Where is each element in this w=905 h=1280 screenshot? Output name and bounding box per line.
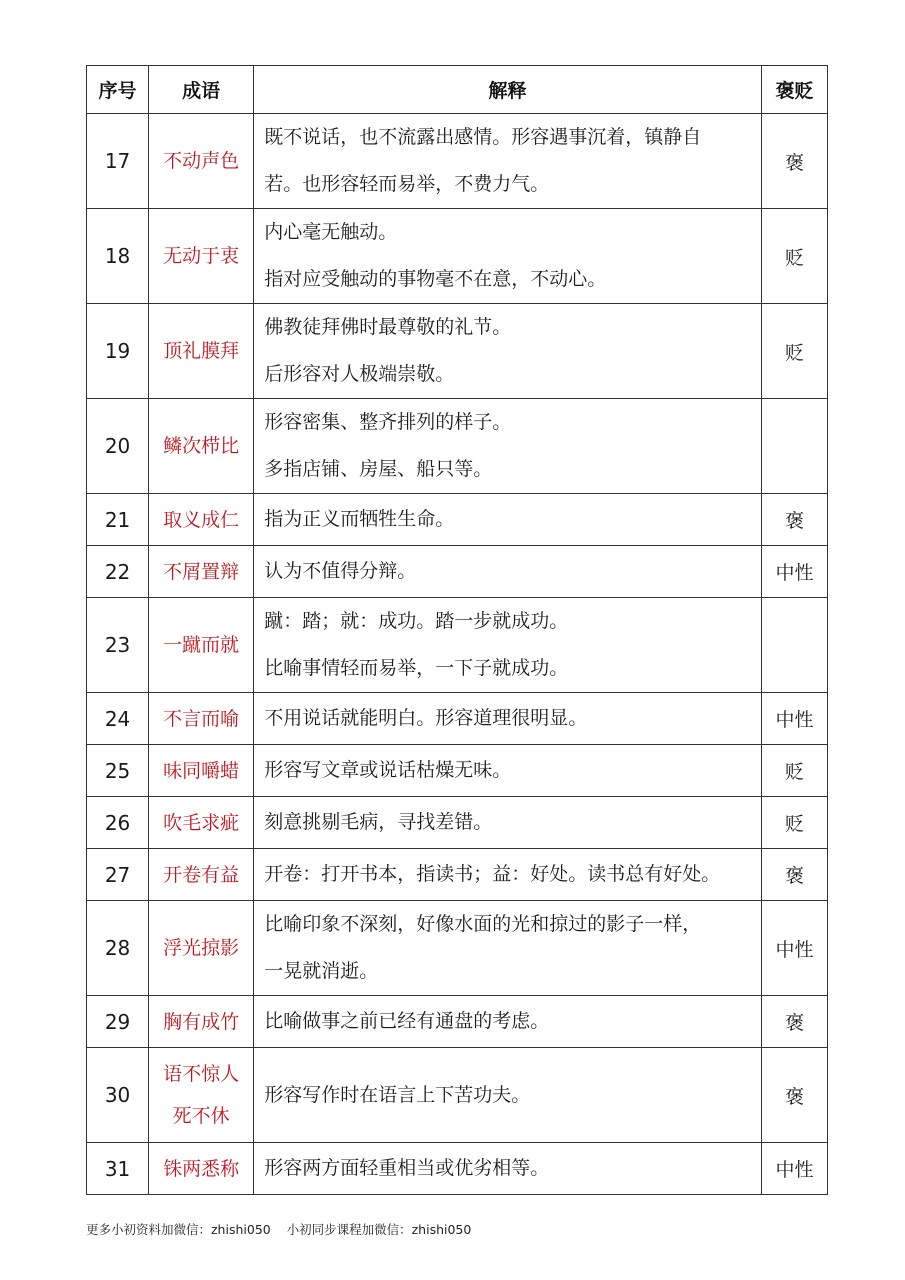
explanation-line: 指对应受触动的事物毫不在意，不动心。 <box>264 268 607 290</box>
explanation-line: 佛教徒拜佛时最尊敬的礼节。 <box>264 316 512 338</box>
table-row <box>87 304 828 399</box>
tone-cell: 中性 <box>761 693 827 745</box>
row-number: 27 <box>87 849 149 901</box>
idiom-text: 浮光掠影 <box>163 937 240 959</box>
idiom-text: 死不休 <box>172 1105 230 1127</box>
explanation-line: 后形容对人极端崇敬。 <box>264 363 455 385</box>
idiom-cell <box>149 996 254 1048</box>
table-row <box>87 114 828 209</box>
explanation-cell <box>254 996 762 1048</box>
explanation-cell <box>254 693 762 745</box>
idiom-cell <box>149 598 254 693</box>
row-number: 26 <box>87 797 149 849</box>
row-number: 25 <box>87 745 149 797</box>
table-row <box>87 399 828 494</box>
idiom-text: 胸有成竹 <box>163 1010 240 1033</box>
tone-cell: 贬 <box>761 797 827 849</box>
explanation-line: 认为不值得分辩。 <box>264 560 417 582</box>
table-row <box>87 693 828 745</box>
explanation-cell <box>254 1048 762 1143</box>
idiom-text: 吹毛求疵 <box>163 811 240 834</box>
explanation-line: 内心毫无触动。 <box>264 221 398 243</box>
idiom-text: 无动于衷 <box>163 245 240 267</box>
tone-cell: 贬 <box>761 209 827 304</box>
explanation-cell <box>254 209 762 304</box>
idiom-text: 不屑置辩 <box>163 560 240 583</box>
idiom-cell <box>149 745 254 797</box>
idiom-cell <box>149 399 254 494</box>
tone-cell <box>761 399 827 494</box>
explanation-cell <box>254 399 762 494</box>
table-row <box>87 1048 828 1143</box>
explanation-line: 若。也形容轻而易举，不费力气。 <box>264 173 550 195</box>
table-row <box>87 546 828 598</box>
explanation-cell <box>254 797 762 849</box>
tone-cell: 贬 <box>761 304 827 399</box>
tone-cell: 褒 <box>761 996 827 1048</box>
idiom-cell <box>149 209 254 304</box>
row-number: 18 <box>87 209 149 304</box>
explanation-line: 形容密集、整齐排列的样子。 <box>264 411 512 433</box>
header-tone: 褒贬 <box>761 66 827 114</box>
idiom-cell <box>149 546 254 598</box>
table-row <box>87 494 828 546</box>
tone-cell: 贬 <box>761 745 827 797</box>
explanation-cell <box>254 1143 762 1195</box>
table-body <box>87 114 828 1195</box>
idiom-table <box>86 65 828 1195</box>
idiom-text: 铢两悉称 <box>163 1157 240 1180</box>
tone-cell: 中性 <box>761 1143 827 1195</box>
explanation-line: 比喻做事之前已经有通盘的考虑。 <box>264 1010 550 1032</box>
explanation-cell <box>254 304 762 399</box>
row-number: 29 <box>87 996 149 1048</box>
row-number: 19 <box>87 304 149 399</box>
tone-cell: 褒 <box>761 494 827 546</box>
idiom-cell <box>149 304 254 399</box>
idiom-cell <box>149 901 254 996</box>
explanation-cell <box>254 901 762 996</box>
idiom-text: 鳞次栉比 <box>163 435 240 457</box>
explanation-cell <box>254 745 762 797</box>
explanation-line: 多指店铺、房屋、船只等。 <box>264 458 493 480</box>
explanation-cell <box>254 849 762 901</box>
idiom-text: 味同嚼蜡 <box>163 759 240 782</box>
row-number: 24 <box>87 693 149 745</box>
idiom-text: 顶礼膜拜 <box>163 340 240 362</box>
idiom-text: 开卷有益 <box>163 863 240 886</box>
row-number: 20 <box>87 399 149 494</box>
header-explanation: 解释 <box>254 66 762 114</box>
idiom-text: 取义成仁 <box>163 508 240 531</box>
explanation-line: 形容写文章或说话枯燥无味。 <box>264 759 512 781</box>
header-idiom: 成语 <box>149 66 254 114</box>
table-row <box>87 745 828 797</box>
explanation-line: 既不说话，也不流露出感情。形容遇事沉着，镇静自 <box>264 126 702 148</box>
row-number: 30 <box>87 1048 149 1143</box>
explanation-cell <box>254 114 762 209</box>
table-row <box>87 797 828 849</box>
idiom-text: 语不惊人 <box>163 1063 240 1085</box>
row-number: 28 <box>87 901 149 996</box>
idiom-cell <box>149 494 254 546</box>
explanation-line: 比喻事情轻而易举，一下子就成功。 <box>264 657 569 679</box>
idiom-text: 不言而喻 <box>163 707 240 730</box>
explanation-line: 一晃就消逝。 <box>264 960 379 982</box>
tone-cell: 褒 <box>761 1048 827 1143</box>
table-row <box>87 996 828 1048</box>
explanation-line: 比喻印象不深刻，好像水面的光和掠过的影子一样， <box>264 913 702 935</box>
table-row <box>87 1143 828 1195</box>
table-header-row <box>87 66 828 114</box>
explanation-line: 形容写作时在语言上下苦功夫。 <box>264 1083 531 1106</box>
tone-cell <box>761 598 827 693</box>
idiom-cell <box>149 693 254 745</box>
row-number: 21 <box>87 494 149 546</box>
row-number: 23 <box>87 598 149 693</box>
explanation-line: 形容两方面轻重相当或优劣相等。 <box>264 1157 550 1179</box>
table-row <box>87 209 828 304</box>
idiom-cell <box>149 1048 254 1143</box>
explanation-line: 蹴：踏；就：成功。踏一步就成功。 <box>264 610 569 632</box>
explanation-line: 刻意挑剔毛病，寻找差错。 <box>264 811 493 833</box>
idiom-text: 一蹴而就 <box>163 634 240 656</box>
header-num: 序号 <box>87 66 149 114</box>
tone-cell: 中性 <box>761 546 827 598</box>
table-row <box>87 901 828 996</box>
explanation-cell <box>254 494 762 546</box>
table-row <box>87 598 828 693</box>
row-number: 22 <box>87 546 149 598</box>
idiom-text: 不动声色 <box>163 150 240 172</box>
tone-cell: 褒 <box>761 114 827 209</box>
explanation-line: 开卷：打开书本，指读书；益：好处。读书总有好处。 <box>264 863 721 885</box>
footer-text: 更多小初资料加微信：zhishi050 小初同步课程加微信：zhishi050 <box>86 1222 472 1237</box>
explanation-line: 指为正义而牺牲生命。 <box>264 508 455 530</box>
idiom-cell <box>149 797 254 849</box>
idiom-cell <box>149 1143 254 1195</box>
explanation-cell <box>254 546 762 598</box>
row-number: 31 <box>87 1143 149 1195</box>
tone-cell: 褒 <box>761 849 827 901</box>
explanation-line: 不用说话就能明白。形容道理很明显。 <box>264 707 588 729</box>
tone-cell: 中性 <box>761 901 827 996</box>
idiom-cell <box>149 114 254 209</box>
explanation-cell <box>254 598 762 693</box>
row-number: 17 <box>87 114 149 209</box>
idiom-cell <box>149 849 254 901</box>
table-row <box>87 849 828 901</box>
